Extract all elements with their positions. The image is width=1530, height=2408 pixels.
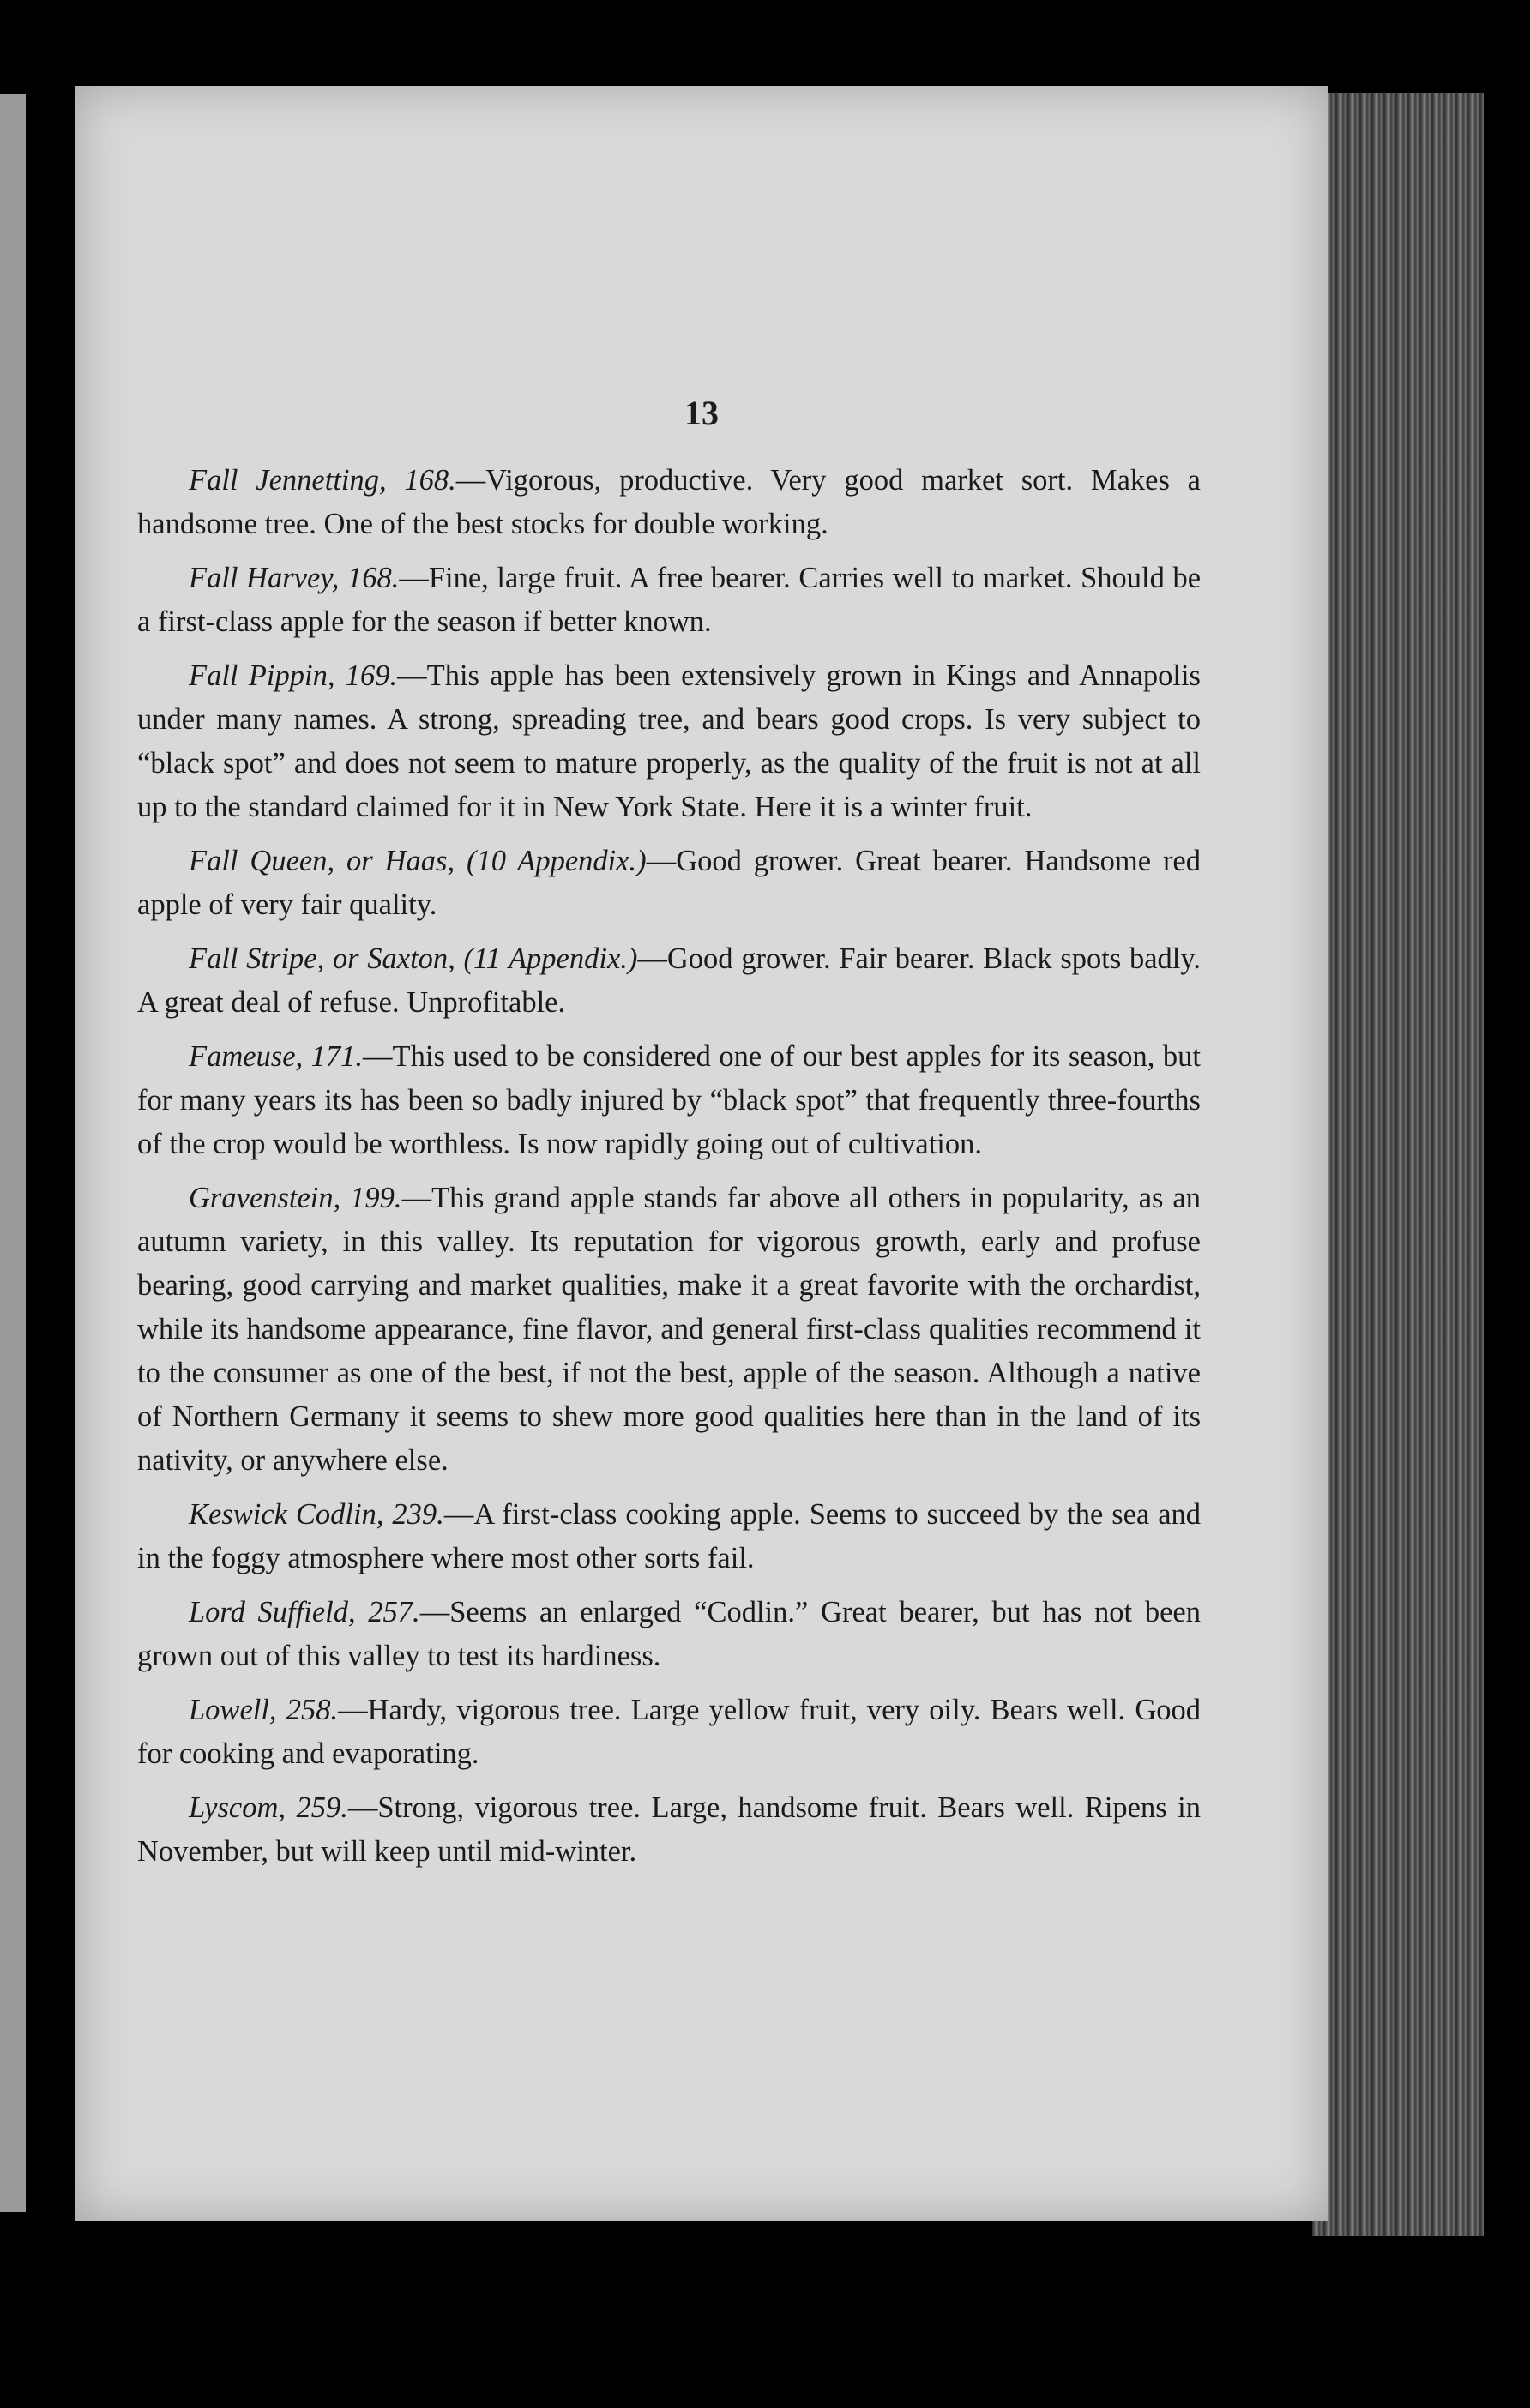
entry-text: —Vigorous, productive. Very good market sort. Makes a handsome tree. One of the best stocks for double working.: [137, 464, 1201, 540]
entry-gravenstein: [137, 1177, 1201, 1483]
entry-lord-suffield: [137, 1591, 1201, 1678]
entry-name: Fameuse, 171.: [189, 1040, 364, 1073]
entry-text: —This grand apple stands far above all others in popularity, as an autumn variety, in this valley. Its reputation for vigorous growth, early and profuse bearing, good carrying and market qualities, make it a great favorite with the orchardist, while its handsome appearance, fine flavor, and general first-class qualities recommend it to the consumer as one of the best, if not the best, apple of the season. Although a native of Northern Germany it seems to shew more good qualities here than in the land of its nativity, or anywhere else.: [137, 1182, 1201, 1477]
text-body: [137, 459, 1201, 1884]
entry-fall-stripe: [137, 937, 1201, 1025]
entry-lowell: [137, 1689, 1201, 1776]
entry-text: —This apple has been extensively grown in Kings and Annapolis under many names. A strong, spreading tree, and bears good crops. Is very subject to “black spot” and does not seem to mature properly, as the quality of the fruit is not at all up to the standard claimed for it in New York State. Here it is a winter fruit.: [137, 659, 1201, 823]
page-number: 13: [684, 394, 719, 432]
entry-keswick-codlin: [137, 1493, 1201, 1580]
entry-name: Fall Queen, or Haas, (10 Appendix.): [189, 845, 647, 877]
entry-name: Lord Suffield, 257.: [189, 1596, 420, 1628]
entry-text: —Good grower. Great bearer. Handsome red apple of very fair quality.: [137, 845, 1201, 921]
entry-lyscom: [137, 1786, 1201, 1874]
adjacent-page-edge: [0, 94, 26, 2212]
entry-text: —This used to be considered one of our best apples for its season, but for many years its has been so badly injured by “black spot” that frequently three-fourths of the crop would be worthless. Is now rapidly going out of cultivation.: [137, 1040, 1201, 1160]
entry-fall-pippin: [137, 654, 1201, 829]
book-page: [75, 86, 1328, 2221]
entry-text: —A first-class cooking apple. Seems to succeed by the sea and in the foggy atmosphere where most other sorts fail.: [137, 1498, 1202, 1574]
entry-fall-queen: [137, 840, 1201, 927]
entry-name: Lowell, 258.: [189, 1694, 339, 1726]
book-page-edges: [1312, 93, 1484, 2236]
entry-name: Keswick Codlin, 239.: [189, 1498, 444, 1531]
entry-name: Fall Pippin, 169.: [189, 659, 398, 692]
entry-text: —Strong, vigorous tree. Large, handsome fruit. Bears well. Ripens in November, but will keep until mid-winter.: [137, 1791, 1201, 1868]
entry-name: Fall Jennetting, 168.: [189, 464, 456, 497]
entry-text: —Seems an enlarged “Codlin.” Great bearer, but has not been grown out of this valley to test its hardiness.: [137, 1596, 1201, 1672]
entry-text: —Good grower. Fair bearer. Black spots badly. A great deal of refuse. Unprofitable.: [137, 942, 1201, 1019]
entry-text: —Hardy, vigorous tree. Large yellow fruit, very oily. Bears well. Good for cooking and evaporating.: [137, 1694, 1201, 1770]
entry-name: Fall Stripe, or Saxton, (11 Appendix.): [189, 942, 638, 975]
entry-name: Lyscom, 259.: [189, 1791, 348, 1824]
entry-fall-harvey: [137, 557, 1201, 644]
entry-fall-jennetting: [137, 459, 1201, 546]
entry-fameuse: [137, 1035, 1201, 1166]
entry-name: Gravenstein, 199.: [189, 1182, 402, 1214]
entry-name: Fall Harvey, 168.: [189, 562, 400, 594]
entry-text: —Fine, large fruit. A free bearer. Carries well to market. Should be a first-class apple for the season if better known.: [137, 562, 1202, 638]
